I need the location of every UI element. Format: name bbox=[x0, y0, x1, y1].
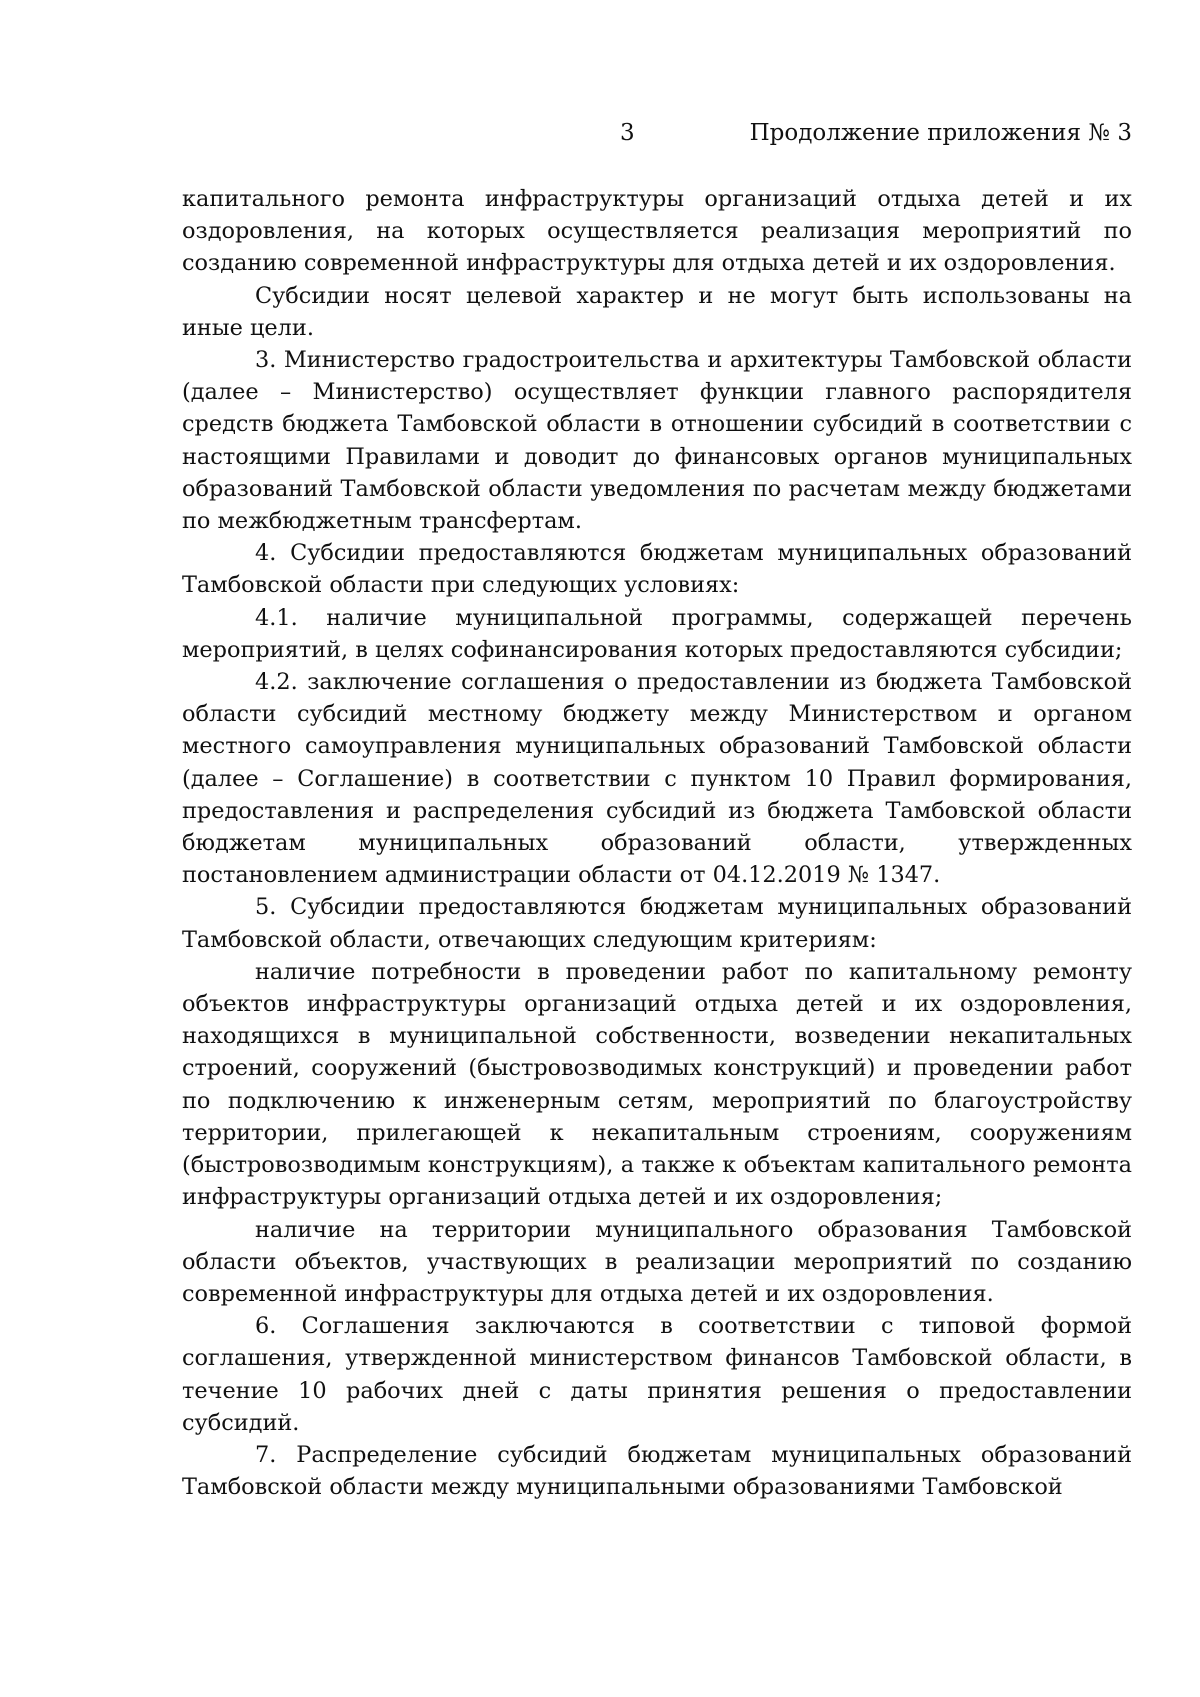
appendix-continuation-label: Продолжение приложения № 3 bbox=[749, 120, 1132, 146]
paragraph-item-3: 3. Министерство градостроительства и архитектуры Тамбовской области (далее – Министерство) осуществляет функции главного распорядителя средств бюджета Тамбовской области в отношении субсидий в соответствии с настоящими Правилами и доводит до финансовых органов муниципальных образований Тамбовской области уведомления по расчетам между бюджетами по межбюджетным трансфертам. bbox=[182, 347, 1132, 535]
paragraph-criterion-2: наличие на территории муниципального образования Тамбовской области объектов, участвующих в реализации мероприятий по созданию современной инфраструктуры для отдыха детей и их оздоровления. bbox=[182, 1216, 1132, 1307]
paragraph-item-5: 5. Субсидии предоставляются бюджетам муниципальных образований Тамбовской области, отвечающих следующим критериям: bbox=[182, 894, 1132, 953]
page-number: 3 bbox=[620, 120, 635, 146]
paragraph-criterion-1: наличие потребности в проведении работ по капитальному ремонту объектов инфраструктуры организаций отдыха детей и их оздоровления, находящихся в муниципальной собственности, возведении некапитальных строений, сооружений (быстровозводимых конструкций) и проведении работ по подключению к инженерным сетям, мероприятий по благоустройству территории, прилегающей к некапитальным строениям, сооружениям (быстровозводимым конструкциям), а также к объектам капитального ремонта инфраструктуры организаций отдыха детей и их оздоровления; bbox=[182, 958, 1132, 1211]
page-header bbox=[182, 120, 1132, 156]
paragraph-continued: капитального ремонта инфраструктуры организаций отдыха детей и их оздоровления, на которых осуществляется реализация мероприятий по созданию современной инфраструктуры для отдыха детей и их оздоровления. bbox=[182, 186, 1132, 277]
paragraph-item-4: 4. Субсидии предоставляются бюджетам муниципальных образований Тамбовской области при следующих условиях: bbox=[182, 540, 1132, 599]
paragraph-item-7: 7. Распределение субсидий бюджетам муниципальных образований Тамбовской области между муниципальными образованиями Тамбовской bbox=[182, 1441, 1132, 1501]
paragraph-subsidy-purpose: Субсидии носят целевой характер и не могут быть использованы на иные цели. bbox=[182, 282, 1132, 341]
paragraph-item-6: 6. Соглашения заключаются в соответствии с типовой формой соглашения, утвержденной министерством финансов Тамбовской области, в течение 10 рабочих дней с даты принятия решения о предоставлении субсидий. bbox=[182, 1313, 1132, 1436]
paragraph-item-4-1: 4.1. наличие муниципальной программы, содержащей перечень мероприятий, в целях софинансирования которых предоставляются субсидии; bbox=[182, 604, 1132, 663]
document-body bbox=[182, 183, 1132, 1503]
paragraph-item-4-2: 4.2. заключение соглашения о предоставлении из бюджета Тамбовской области субсидий местному бюджету между Министерством и органом местного самоуправления муниципальных образований Тамбовской области (далее – Соглашение) в соответствии с пунктом 10 Правил формирования, предоставления и распределения субсидий из бюджета Тамбовской области бюджетам муниципальных образований области, утвержденных постановлением администрации области от 04.12.2019 № 1347. bbox=[182, 669, 1132, 889]
